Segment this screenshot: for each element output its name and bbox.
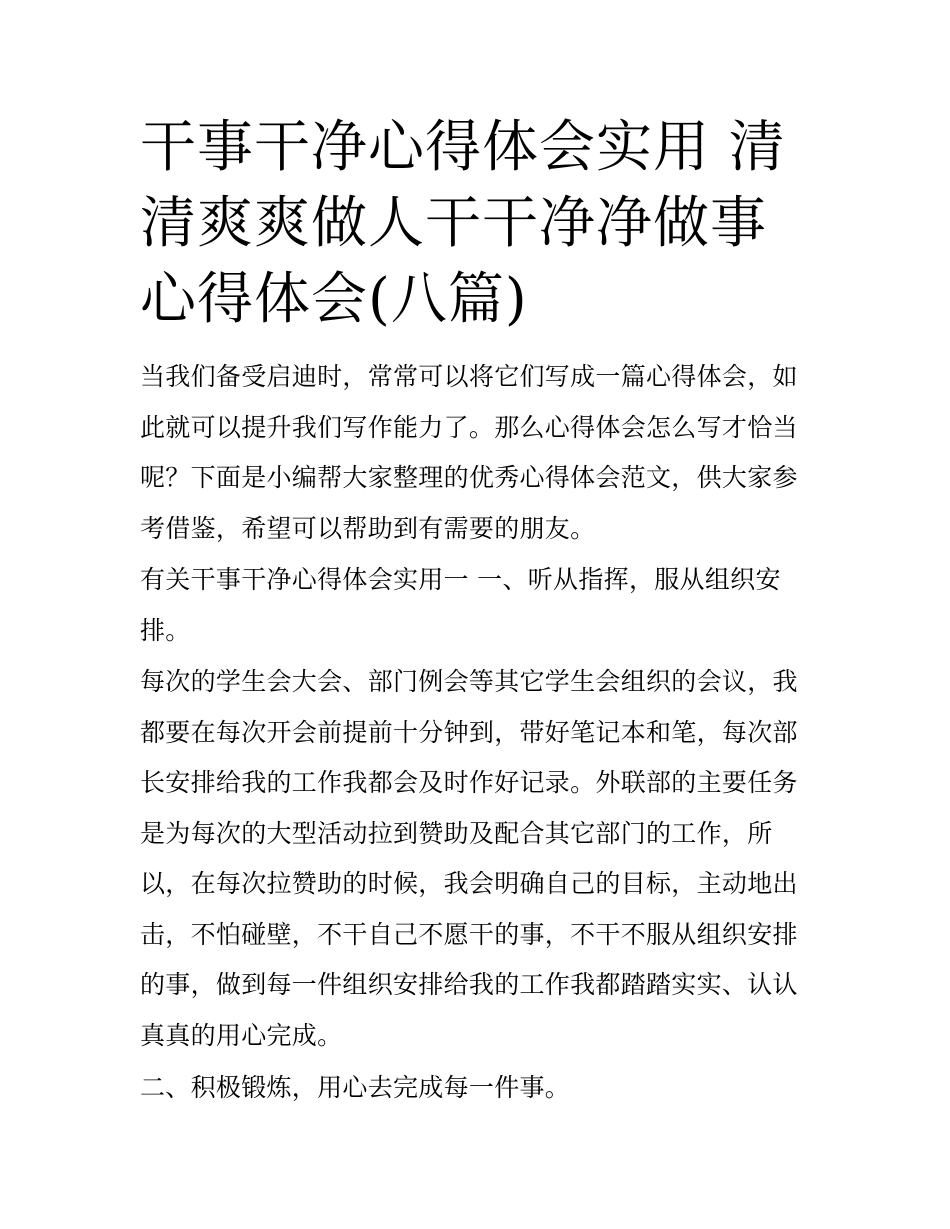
- paragraph-intro: 当我们备受启迪时，常常可以将它们写成一篇心得体会，如此就可以提升我们写作能力了。那么心得体会怎么写才恰当呢？下面是小编帮大家整理的优秀心得体会范文，供大家参考借鉴，希望可以帮助到有需要的朋友。: [140, 362, 798, 543]
- document-title: 干事干净心得体会实用 清清爽爽做人干干净净做事心得体会(八篇): [140, 115, 786, 332]
- paragraph-section-heading-1: 有关干事干净心得体会实用一 一、听从指挥，服从组织安排。: [140, 565, 781, 645]
- paragraph-body-1: 每次的学生会大会、部门例会等其它学生会组织的会议，我都要在每次开会前提前十分钟到，带好笔记本和笔，每次部长安排给我的工作我都会及时作好记录。外联部的主要任务是为每次的大型活动拉到赞助及配合其它部门的工作，所以，在每次拉赞助的时候，我会明确自己的目标，主动地出击，不怕碰壁，不干自己不愿干的事，不干不服从组织安排的事，做到每一件组织安排给我的工作我都踏踏实实、认认真真的用心完成。: [140, 667, 798, 1050]
- paragraph-section-heading-2: 二、积极锻炼，用心去完成每一件事。: [140, 1073, 571, 1102]
